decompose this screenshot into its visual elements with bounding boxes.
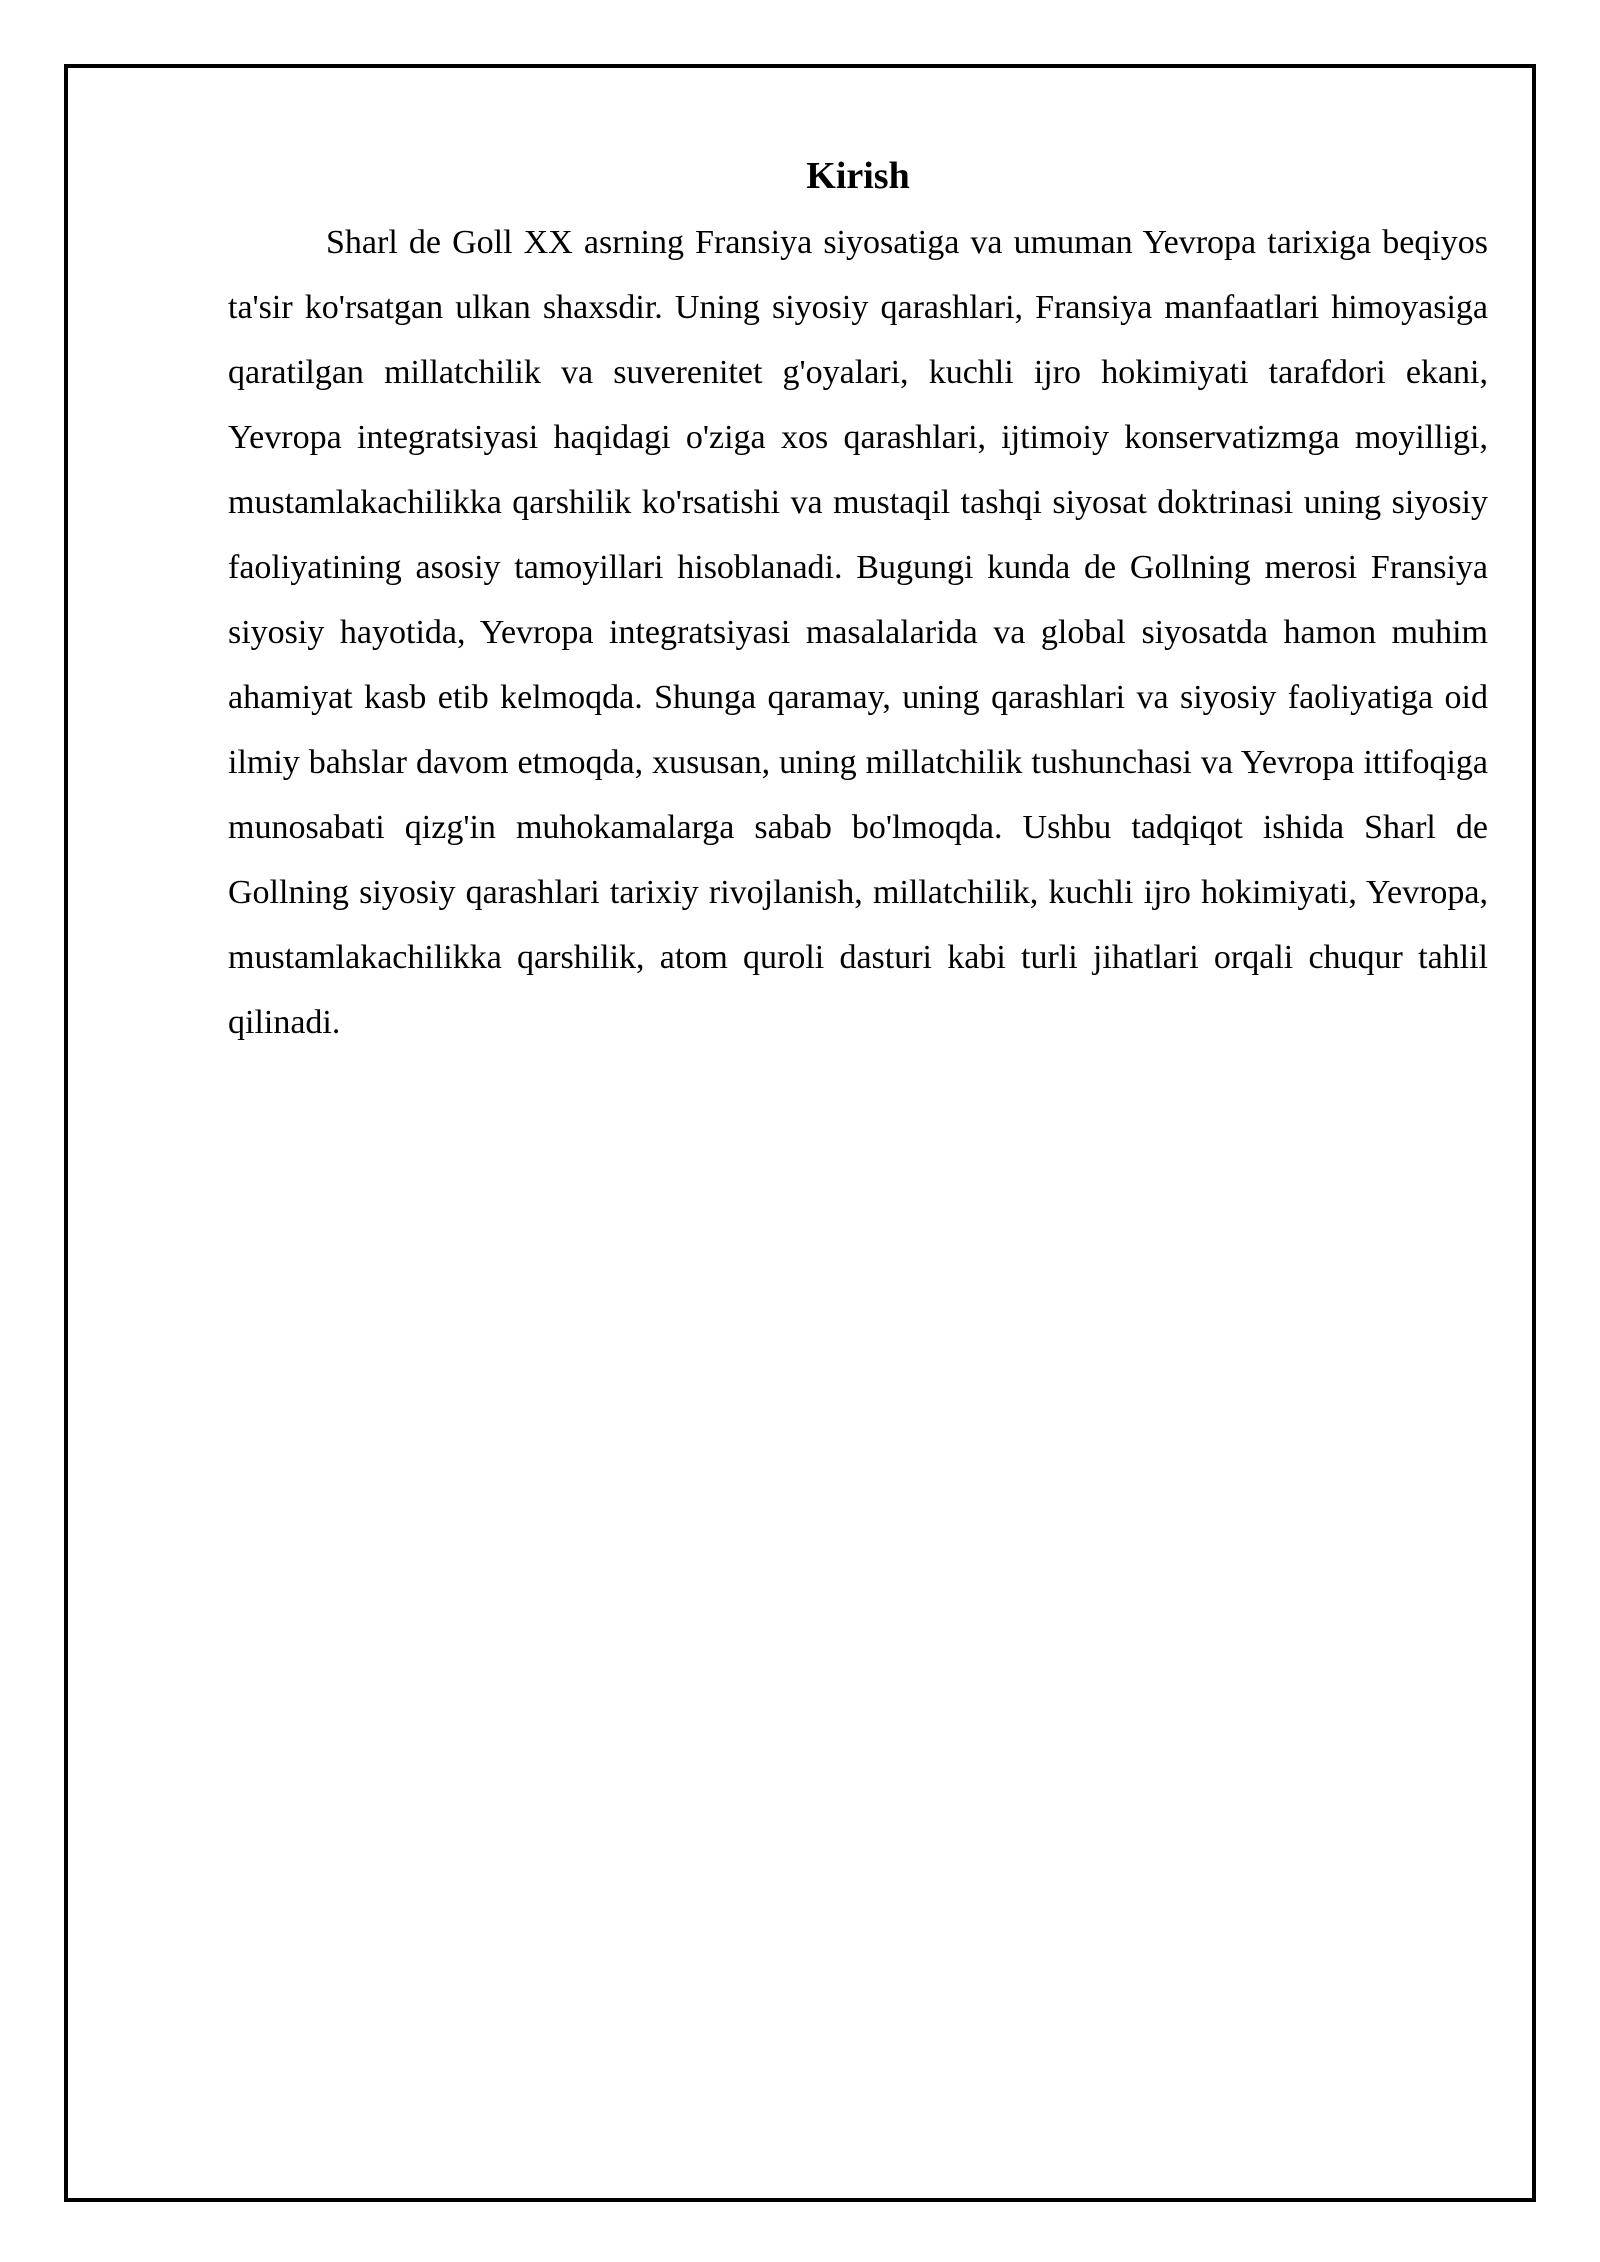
document-content (228, 148, 1488, 1055)
section-title: Kirish (806, 155, 910, 197)
body-paragraph: Sharl de Goll XX asrning Fransiya siyosatiga va umuman Yevropa tarixiga beqiyos ta'sir ko'rsatgan ulkan shaxsdir. Uning siyosiy qarashlari, Fransiya manfaatlari himoyasiga qaratilgan millatchilik va suverenitet g'oyalari, kuchli ijro hokimiyati tarafdori ekani, Yevropa integratsiyasi haqidagi o'ziga xos qarashlari, ijtimoiy konservatizmga moyilligi, mustamlakachilikka qarshilik ko'rsatishi va mustaqil tashqi siyosat doktrinasi uning siyosiy faoliyatining asosiy tamoyillari hisoblanadi. Bugungi kunda de Gollning merosi Fransiya siyosiy hayotida, Yevropa integratsiyasi masalalarida va global siyosatda hamon muhim ahamiyat kasb etib kelmoqda. Shunga qaramay, uning qarashlari va siyosiy faoliyatiga oid ilmiy bahslar davom etmoqda, xususan, uning millatchilik tushunchasi va Yevropa ittifoqiga munosabati qizg'in muhokamalarga sabab bo'lmoqda. Ushbu tadqiqot ishida Sharl de Gollning siyosiy qarashlari tarixiy rivojlanish, millatchilik, kuchli ijro hokimiyati, Yevropa, mustamlakachilikka qarshilik, atom quroli dasturi kabi turli jihatlari orqali chuqur tahlil qilinadi. (228, 224, 1488, 1041)
